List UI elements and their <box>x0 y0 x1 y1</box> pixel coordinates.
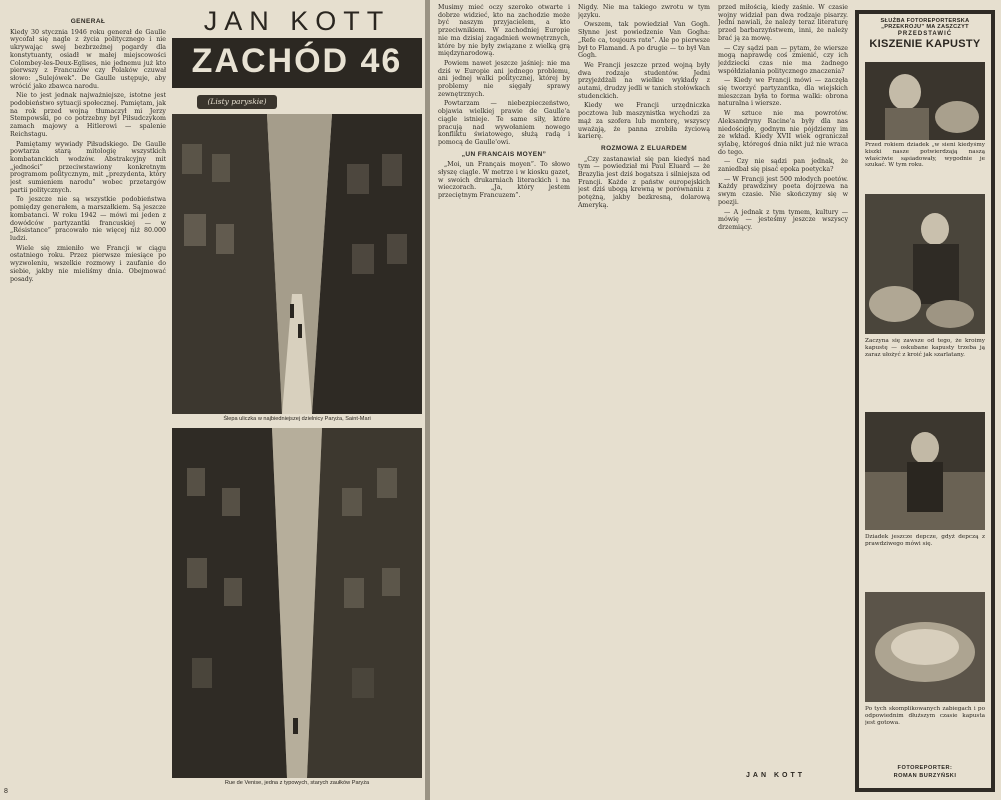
right-page <box>430 0 1001 800</box>
paragraph: „Moi, un Français moyen”. To słowo słyszę ciągle. W metrze i w kiosku gazet, w swoich drukarniach literackich i na wieczorach. „Ja, który jestem przeciętnym Francuzem”. <box>438 161 570 200</box>
sidebar-header-line: SŁUŻBA FOTOREPORTERSKA <box>880 18 970 24</box>
sidebar-photo-3 <box>865 412 985 530</box>
section-label-general: GENERAŁ <box>70 18 106 25</box>
street-photo-2 <box>172 428 422 778</box>
sidebar-caption-3: Dziadek jeszcze depcze, gdyż depczą z prawdziwego mówi się. <box>865 534 985 547</box>
left-col-1 <box>10 14 166 784</box>
paragraph: Nigdy. Nie ma takiego zwrotu w tym języku. <box>578 4 710 19</box>
sidebar-panel <box>859 14 991 788</box>
section-heading-eluard: ROZMOWA Z ELUARDEM <box>600 144 688 152</box>
paragraph: — Czy nie sądzi pan jednak, że zaniedbał się pisać epoka poetycka? <box>718 158 848 174</box>
paragraph: W sztuce nie ma powrotów. Aleksandryny Racine'a były dla nas niedościgłe, godnym nie pójdziemy im ze wkład. Kiedy XVII wiek ograniczał sylabę, któregoś dnia nikt już nie wraca do tego. <box>718 110 848 156</box>
right-col-1 <box>438 4 570 784</box>
paragraph: Powiem nawet jeszcze jaśniej: nie ma dziś w Europie ani jednego problemu, ani jednej walki politycznej, której by problemy nie sięgały sprawy zewnętrznych. <box>438 59 570 98</box>
paragraph: Pamiętamy wywiady Piłsudskiego. De Gaulle powtarza starą mitologię wszystkich kombatanckich wodzów. Abstrakcyjny mit „jedności” przeciwstawiony konkretnym programom politycznym, mit „prezydenta, który jest sumieniem narodu” wobec przetargów partii politycznych. <box>10 140 166 194</box>
photo-caption-1: Ślepa uliczka w najbiedniejszej dzielnicy Paryża, Saint-Mari <box>223 416 371 422</box>
sidebar-header-line: PRZEDSTAWIĆ <box>897 31 953 37</box>
paragraph: We Francji jeszcze przed wojną były dwa rodzaje studentów. Jedni przyjeżdżali na wielkie wykłady z autami, drudzy jedli w tanich stołówkach studenckich. <box>578 61 710 100</box>
article-author: JAN KOTT <box>203 6 391 36</box>
paragraph: Kiedy we Francji urzędniczka pocztowa lub maszynistka wychodzi za mąż za szofera lub monterę, wszyscy uważają, że panna zrobiła życiową karierę. <box>578 102 710 141</box>
paragraph: Musimy mieć oczy szeroko otwarte i dobrze widzieć, kto na zachodzie może być naszym przyjacielem, a kto przeciwnikiem. W zachodniej Europie nie ma dzisiaj zagadnień wewnętrznych, które by nie były związane z wielką grą międzynarodową. <box>438 4 570 58</box>
article-subtitle: (Listy paryskie) <box>197 95 277 109</box>
title-banner <box>172 38 422 88</box>
photographer-label: FOTOREPORTER: <box>897 765 953 771</box>
sidebar-photo-1 <box>865 62 985 140</box>
sidebar-footer <box>865 764 985 780</box>
paragraph: „Czy zastanawiał się pan kiedyś nad tym — powiedział mi Paul Eluard — że Brazylia jest dziś bogatsza i silniejsza od Francji. Każde z państw europejskich jest dziś ubogą krewną w porównaniu z potężną, jakby bezkresną, dolarową Ameryką. <box>578 155 710 209</box>
photographer-name: ROMAN BURZYŃSKI <box>893 773 957 779</box>
paragraph: Kiedy 30 stycznia 1946 roku generał de Gaulle wycofał się nagle z życia politycznego i nie ukrywając swej bezbrzeżnej pogardy dla konstytuanty, osiadł w małej miejscowości Colombey-les-Deux-Eglises, nie jednemu już kto pierwszy z Francuzów czy Polaków czuwał słowo: „Sulejówek”. De Gaulle ustępuje, aby wrócić jako zbawca narodu. <box>10 28 166 90</box>
paragraph: — Kiedy we Francji mówi — zaczęła się tworzyć partyzantka, dla wiejskich mieszczan była to forma walki: obrona naturalna i wiersze. <box>718 77 848 108</box>
paragraph: Nie to jest jednak najważniejsze, istotne jest podobieństwo sytuacji społecznej. Pamiętam, jak na rok przed wojną tłumaczył mi Jerzy Stempowski, po co potrzebny był Piłsudczykom zamach majowy a Hitlerowi — spalenie Reichstagu. <box>10 92 166 138</box>
sidebar-header <box>865 18 985 50</box>
photo-sidebar <box>855 10 995 792</box>
sidebar-header-line: „PRZEKROJU” MA ZASZCZYT <box>881 24 969 30</box>
sidebar-caption-4: Po tych skomplikowanych zabiegach i po odpowiednim dłuższym czasie kapusta jest gotowa. <box>865 706 985 726</box>
paragraph: Wiele się zmieniło we Francji w ciągu ostatniego roku. Przez pierwsze miesiące po wyzwoleniu, wszelkie rozmowy i zaufanie do siebie, jakby nie mieliśmy dnia. Obejmować posady. <box>10 244 166 283</box>
paragraph: przed miłością, kiedy zaśnie. W czasie wojny widział pan dwa rodzaje pisarzy. Jedni nawiali, że należy teraz literaturę przed barbarzyństwem, inni, że należy brać ją za mowę. <box>718 4 848 42</box>
street-photo-1 <box>172 114 422 414</box>
sidebar-photo-2 <box>865 194 985 334</box>
author-signature: JAN KOTT <box>746 772 805 779</box>
right-col-3 <box>718 4 848 769</box>
paragraph: — Czy sądzi pan — pytam, że wiersze mogą naprawdę coś zmienić, czy ich jeździecki czas nie ma żadnego współdziałania politycznego znaczenia? <box>718 44 848 75</box>
sidebar-caption-1: Przed rokiem dziadek „w sieni kiedyśmy kiszki nasze potwierdzają naszą właściwie sąsiadowały, wygodnie je szukać. W tym roku. <box>865 142 985 169</box>
section-heading-francais-moyen: „UN FRANCAIS MOYEN” <box>461 150 547 158</box>
article-title: ZACHÓD 46 <box>191 42 403 80</box>
left-page <box>0 0 425 800</box>
paragraph: — A jednak z tym tymem, kultury — mówię — jesteśmy jeszcze wszyscy drzemiący. <box>718 208 848 231</box>
sidebar-title: KISZENIE KAPUSTY <box>869 38 981 50</box>
photo-caption-2: Rue de Venise, jedna z typowych, starych zaułków Paryża <box>224 780 370 786</box>
paragraph: To jeszcze nie są wszystkie podobieństwa pomiędzy generałem, a marszałkiem. Są jeszcze kombatanci. W roku 1942 — mówi mi jeden z dowódców partyzantki francuskiej — w „Résistance” pracowało nie więcej niż 80.000 ludzi. <box>10 196 166 242</box>
sidebar-caption-2: Zaczyna się zawsze od tego, że kroimy kapustę — oskubane kapusty trzeba ją zaraz ułożyć z kroić jak szarlatany. <box>865 338 985 358</box>
right-col-2 <box>578 4 710 784</box>
paragraph: — W Francji jest 500 młodych poetów. Każdy prawdziwy poeta dojrzewa na swym czasie. Nie skończymy się w poezji. <box>718 175 848 206</box>
paragraph: Owszem, tak powiedział Van Gogh. Słynne jest powiedzenie Van Gogha: „Refe ca, toujours rate”. Ale po pierwsze był to Flamand. A po drugie — to był Van Gogh. <box>578 21 710 60</box>
paragraph: Powtarzam — niebezpieczeństwo, objawia wielkiej prawie de Gaulle'a ciągle istnieje. Te same siły, które pracują nad wywołaniem nowego konfliktu światowego, służą radą i pomocą de Gaulle'owi. <box>438 100 570 146</box>
sidebar-photo-4 <box>865 592 985 702</box>
page-number: 8 <box>4 788 8 795</box>
